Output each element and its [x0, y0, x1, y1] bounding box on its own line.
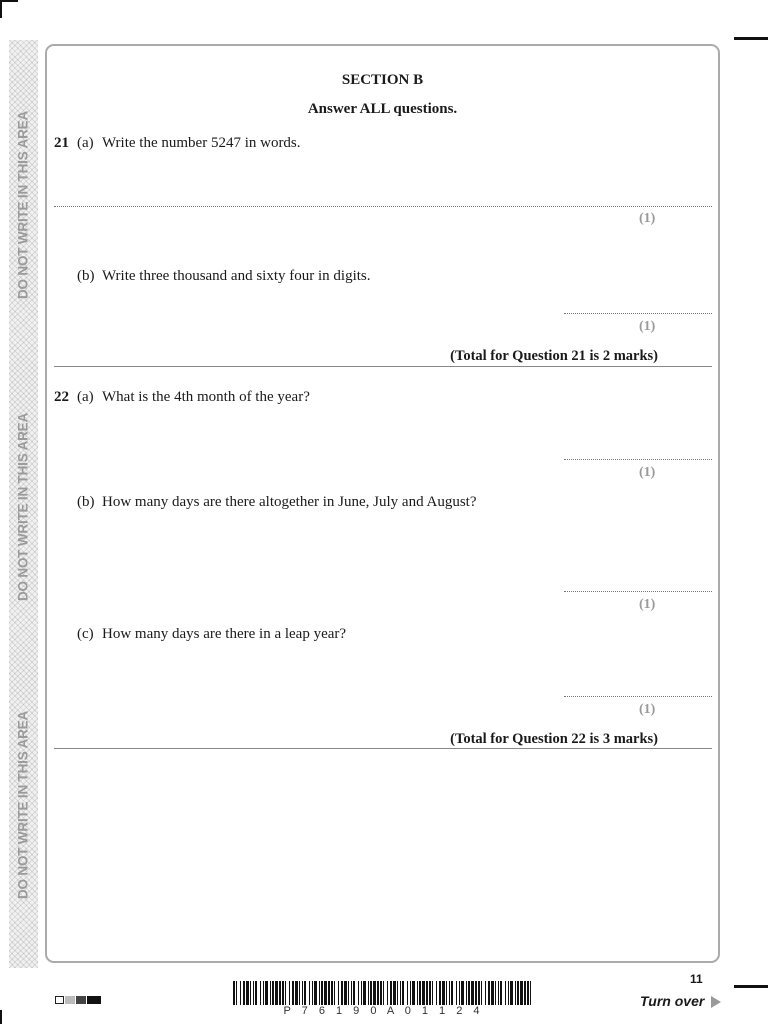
crop-mark-bottom-right: [734, 985, 768, 988]
barcode-bar: [419, 981, 421, 1005]
barcode-bar: [471, 981, 474, 1005]
barcode-bar: [243, 981, 245, 1005]
barcode-bar: [498, 981, 499, 1005]
print-registration-marks: [55, 996, 101, 1004]
answer-line-21a[interactable]: [54, 206, 712, 207]
margin-label-text: DO NOT WRITE IN THIS AREA: [15, 111, 31, 299]
barcode-bar: [295, 981, 298, 1005]
barcode-bar: [383, 981, 384, 1005]
question-21b-text: Write three thousand and sixty four in digits.: [102, 268, 371, 284]
question-22b-text: How many days are there altogether in June, July and August?: [102, 494, 477, 510]
barcode-bar: [393, 981, 396, 1005]
question-22-number: 22: [54, 389, 69, 405]
barcode-bar: [510, 981, 513, 1005]
barcode-bar: [459, 981, 460, 1005]
barcode-bar: [417, 981, 418, 1005]
turn-over-arrow-icon: [711, 996, 722, 1008]
barcode-bar: [439, 981, 441, 1005]
barcode-bar: [449, 981, 450, 1005]
barcode-bar: [358, 981, 359, 1005]
answer-line-21b[interactable]: [564, 313, 712, 314]
barcode-bar: [422, 981, 425, 1005]
barcode-bar: [341, 981, 343, 1005]
barcode: [233, 981, 534, 1005]
barcode-bar: [270, 981, 271, 1005]
crop-mark-top-right: [734, 37, 768, 40]
barcode-bar: [426, 981, 428, 1005]
barcode-bar: [485, 981, 486, 1005]
barcode-bar: [361, 981, 362, 1005]
barcode-bar: [505, 981, 506, 1005]
barcode-bar: [520, 981, 523, 1005]
barcode-bar: [451, 981, 453, 1005]
barcode-bar: [515, 981, 516, 1005]
divider-22: [54, 748, 712, 749]
registration-square-black: [87, 996, 101, 1004]
barcode-bar: [517, 981, 519, 1005]
page-number: 11: [690, 972, 703, 986]
barcode-bar: [363, 981, 366, 1005]
barcode-bar: [289, 981, 290, 1005]
barcode-bar: [429, 981, 431, 1005]
crop-mark-bottom-left: [0, 1010, 2, 1024]
barcode-bar: [260, 981, 261, 1005]
barcode-bar: [272, 981, 274, 1005]
barcode-bar: [275, 981, 278, 1005]
crop-mark-top-left-h: [0, 0, 18, 2]
barcode-bar: [387, 981, 388, 1005]
margin-label-text: DO NOT WRITE IN THIS AREA: [15, 711, 31, 899]
barcode-bar: [377, 981, 379, 1005]
barcode-bar: [500, 981, 502, 1005]
answer-line-22c[interactable]: [564, 696, 712, 697]
barcode-bar: [478, 981, 480, 1005]
question-21b-label: (b): [77, 268, 95, 284]
question-21a-text: Write the number 5247 in words.: [102, 135, 301, 151]
barcode-bar: [344, 981, 347, 1005]
barcode-bar: [456, 981, 457, 1005]
barcode-bar: [368, 981, 369, 1005]
barcode-bar: [334, 981, 335, 1005]
barcode-bar: [255, 981, 257, 1005]
barcode-bar: [390, 981, 392, 1005]
crop-mark-top-left-v: [0, 0, 2, 18]
barcode-bar: [302, 981, 303, 1005]
barcode-bar: [407, 981, 408, 1005]
barcode-bar: [265, 981, 268, 1005]
barcode-bar: [282, 981, 284, 1005]
registration-square-empty: [55, 996, 64, 1004]
barcode-bar: [442, 981, 445, 1005]
barcode-bar: [481, 981, 482, 1005]
barcode-bar: [312, 981, 313, 1005]
barcode-bar: [292, 981, 294, 1005]
registration-square-light: [65, 996, 75, 1004]
answer-line-22b[interactable]: [564, 591, 712, 592]
marks-22b: (1): [639, 597, 656, 612]
barcode-bar: [324, 981, 327, 1005]
barcode-bar: [410, 981, 411, 1005]
barcode-text: P 7 6 1 9 0 A 0 1 1 2 4: [283, 1005, 484, 1017]
barcode-bar: [432, 981, 433, 1005]
barcode-bar: [331, 981, 333, 1005]
question-22a-text: What is the 4th month of the year?: [102, 389, 310, 405]
barcode-bar: [236, 981, 237, 1005]
barcode-bar: [321, 981, 323, 1005]
barcode-bar: [240, 981, 241, 1005]
marks-22a: (1): [639, 465, 656, 480]
barcode-bar: [309, 981, 310, 1005]
barcode-bar: [285, 981, 286, 1005]
barcode-bar: [373, 981, 376, 1005]
barcode-bar: [319, 981, 320, 1005]
barcode-bar: [353, 981, 355, 1005]
question-21a-label: (a): [77, 135, 94, 151]
barcode-bar: [299, 981, 300, 1005]
question-22c-text: How many days are there in a leap year?: [102, 626, 347, 642]
question-21-number: 21: [54, 135, 69, 151]
marks-21b: (1): [639, 319, 656, 334]
margin-label-text: DO NOT WRITE IN THIS AREA: [15, 413, 31, 601]
barcode-bar: [250, 981, 251, 1005]
barcode-bar: [466, 981, 467, 1005]
barcode-bar: [495, 981, 496, 1005]
answer-line-22a[interactable]: [564, 459, 712, 460]
registration-square-dark: [76, 996, 86, 1004]
barcode-bar: [246, 981, 249, 1005]
barcode-bar: [530, 981, 531, 1005]
barcode-bar: [412, 981, 415, 1005]
divider-21: [54, 366, 712, 367]
barcode-bar: [351, 981, 352, 1005]
barcode-bar: [380, 981, 382, 1005]
barcode-bar: [508, 981, 509, 1005]
barcode-bar: [524, 981, 526, 1005]
barcode-bar: [279, 981, 281, 1005]
total-question-22: (Total for Question 22 is 3 marks): [450, 731, 658, 747]
barcode-bar: [436, 981, 437, 1005]
barcode-bar: [527, 981, 529, 1005]
total-question-21: (Total for Question 21 is 2 marks): [450, 348, 658, 364]
barcode-bar: [397, 981, 398, 1005]
barcode-bar: [348, 981, 349, 1005]
barcode-bar: [488, 981, 490, 1005]
question-22a-label: (a): [77, 389, 94, 405]
section-title: SECTION B: [341, 72, 424, 88]
barcode-bar: [475, 981, 477, 1005]
barcode-bar: [304, 981, 306, 1005]
barcode-bar: [253, 981, 254, 1005]
barcode-bar: [314, 981, 317, 1005]
turn-over-text: Turn over: [640, 993, 705, 1009]
barcode-bar: [402, 981, 404, 1005]
barcode-bar: [446, 981, 447, 1005]
marks-21a: (1): [639, 211, 656, 226]
barcode-bar: [263, 981, 264, 1005]
section-instruction: Answer ALL questions.: [307, 101, 458, 117]
question-22b-label: (b): [77, 494, 95, 510]
barcode-bar: [491, 981, 494, 1005]
barcode-bar: [370, 981, 372, 1005]
barcode-bar: [400, 981, 401, 1005]
barcode-bar: [461, 981, 464, 1005]
marks-22c: (1): [639, 702, 656, 717]
barcode-bar: [233, 981, 235, 1005]
barcode-bar: [328, 981, 330, 1005]
question-22c-label: (c): [77, 626, 94, 642]
barcode-bar: [338, 981, 339, 1005]
barcode-bar: [468, 981, 470, 1005]
